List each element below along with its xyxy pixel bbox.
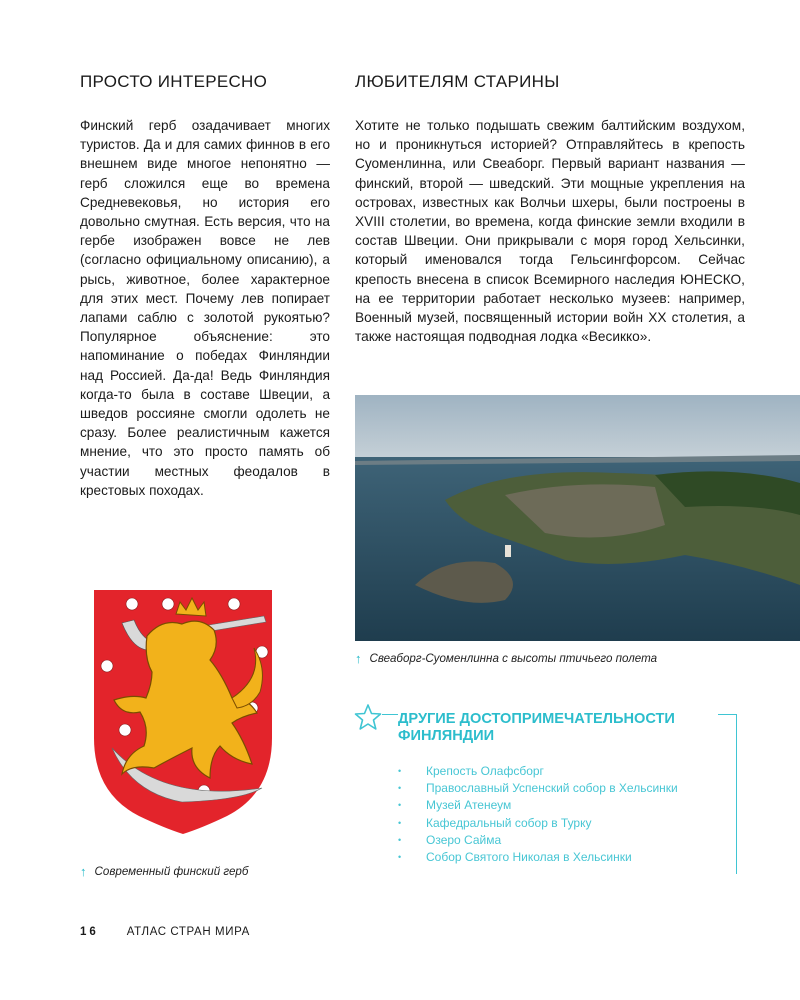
page-footer bbox=[80, 926, 250, 938]
sights-list bbox=[398, 763, 678, 866]
arrow-up-icon: ↑ bbox=[80, 864, 87, 879]
interesting-body-text: Финский герб озадачивает многих туристов. Да и для самих финнов в его внешнем виде многое непонятно — герб сложился еще во времена Средневековья, но история его довольно смутная. Есть версия, что на гербе изображен вовсе не лев (согласно официальному описанию), а рысь, животное, более характерное для этих мест. Почему лев попирает лапами саблю с золотой рукоятью? Популярное объяснение: это напоминание о победах Финляндии над Россией. Да-да! Ведь Финляндия когда-то была в составе Швеции, а шведов россияне смогли одолеть не сразу. Более реалистичным кажется мнение, что это просто память об участии местных феодалов в крестовых походах. bbox=[80, 118, 330, 498]
list-item: • Собор Святого Николая в Хельсинки bbox=[398, 849, 678, 866]
arrow-up-icon: ↑ bbox=[355, 651, 362, 666]
page-number: 16 bbox=[80, 926, 99, 938]
bullet-icon: • bbox=[398, 800, 402, 811]
book-title: АТЛАС СТРАН МИРА bbox=[126, 926, 250, 938]
caption-text: Современный финский герб bbox=[94, 865, 249, 878]
bullet-icon: • bbox=[398, 817, 402, 828]
bullet-icon: • bbox=[398, 766, 402, 776]
right-column bbox=[355, 72, 745, 346]
fortress-photo-caption bbox=[355, 651, 657, 666]
star-icon bbox=[354, 703, 382, 731]
bullet-icon: • bbox=[398, 852, 402, 863]
finnish-coat-of-arms-image bbox=[92, 588, 274, 836]
coat-of-arms-caption bbox=[80, 864, 248, 879]
sights-title: ДРУГИЕ ДОСТОПРИМЕЧАТЕЛЬНОСТИ ФИНЛЯНДИИ bbox=[398, 711, 718, 745]
list-item: • Озеро Сайма bbox=[398, 832, 678, 849]
list-item: • Православный Успенский собор в Хельсинки bbox=[398, 780, 678, 797]
list-item: • Кафедральный собор в Турку bbox=[398, 815, 678, 832]
suomenlinna-aerial-photo bbox=[355, 395, 800, 641]
caption-text: Свеаборг-Суоменлинна с высоты птичьего полета bbox=[369, 652, 658, 665]
list-item: • Крепость Олафсборг bbox=[398, 763, 678, 780]
list-item: • Музей Атенеум bbox=[398, 797, 678, 814]
bullet-icon: • bbox=[398, 783, 402, 794]
section-heading-interesting: ПРОСТО ИНТЕРЕСНО bbox=[80, 72, 268, 91]
antiquity-body-text: Хотите не только подышать свежим балтийским воздухом, но и проникнуться историей? Отправляйтесь в крепость Суоменлинна, или Свеаборг. Первый вариант названия — финский, второй — шведский. Эти мощные укрепления на островах, известных как Волчьи шхеры, были построены в XVIII столетии, во времена, когда финские земли входили в состав Швеции. Они прикрывали с моря город Хельсинки, который именовался тогда Гельсингфорсом. Сейчас крепость внесена в список Всемирного наследия ЮНЕСКО, на ее территории работает несколько музеев: например, Военный музей, посвященный истории войн XX столетия, а также настоящая подводная лодка «Весикко». bbox=[355, 118, 745, 345]
section-heading-antiquity: ЛЮБИТЕЛЯМ СТАРИНЫ bbox=[355, 72, 560, 91]
left-column bbox=[80, 72, 330, 500]
bullet-icon: • bbox=[398, 834, 402, 845]
other-sights-box bbox=[360, 707, 740, 877]
